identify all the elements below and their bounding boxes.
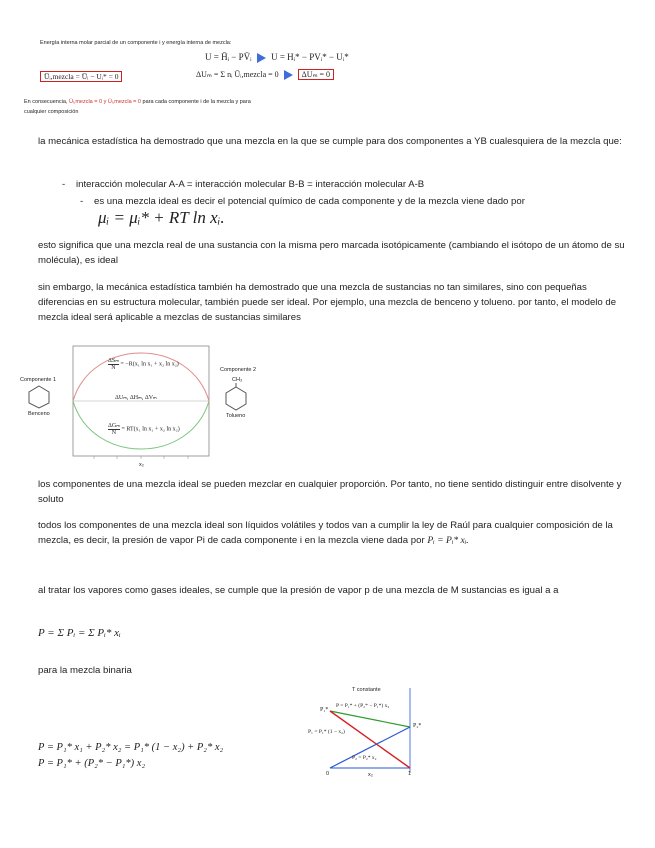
paragraph-4: los componentes de una mezcla ideal se pueden mezclar en cualquier proporción. Por tanto, no tiene sentido distinguir entre disolvente y soluto bbox=[38, 479, 622, 505]
bullet-2-text: es una mezcla ideal es decir el potencial químico de cada componente y de la mezcla viene dado por bbox=[94, 196, 525, 207]
header-note-1 bbox=[24, 99, 251, 105]
entropy-formula bbox=[108, 357, 179, 371]
component-1-label: Componente 1 bbox=[20, 377, 57, 383]
right-arrow-icon bbox=[257, 53, 266, 63]
entropy-num: ΔSₘ bbox=[108, 358, 119, 364]
eq1-mid: = H̄ᵢ − PV̄ᵢ bbox=[213, 52, 252, 62]
paragraph-3: sin embargo, la mecánica estadística también ha demostrado que una mezcla de sustancias no tan similares, sino con pequeñas diferencias en su estructura molecular, también puede ser ideal. Por ejemplo, una mezcla de benceno y tolueno. por tanto, el modelo de mezcla ideal será aplicable a mezclas de sustancias similares bbox=[38, 282, 617, 323]
energy-formula: ΔUₘ, ΔHₘ, ΔVₘ bbox=[115, 395, 157, 401]
bullet-1-text: interacción molecular A-A = interacción molecular B-B = interacción molecular A-B bbox=[76, 179, 425, 190]
p1-star-label: P₁* bbox=[320, 707, 329, 713]
raoult-formula: Pᵢ = Pᵢ* xᵢ. bbox=[427, 535, 469, 546]
gibbs-num: ΔGₘ bbox=[108, 423, 120, 429]
total-pressure-label: P = P₁* + (P₂* − P₁*) x₂ bbox=[336, 703, 390, 709]
methyl-label: CH₃ bbox=[232, 377, 243, 383]
note-text-b: para cada componente i de la mezcla y para bbox=[142, 99, 251, 105]
formula-binary-2: P = P₁* + (P₂* − P₁*) x₂ bbox=[38, 758, 146, 769]
eq1 bbox=[205, 52, 349, 63]
figure1-xlabel: x₂ bbox=[139, 462, 144, 468]
paragraph-6: al tratar los vapores como gases ideales, se cumple que la presión de vapor p de una mezcla de M sustancias es igual a a bbox=[38, 585, 559, 596]
gibbs-den: N bbox=[111, 430, 117, 436]
eq1-left: U bbox=[205, 52, 212, 62]
figure-vapor-pressure bbox=[300, 683, 450, 783]
header-note-2: cualquier composición bbox=[24, 109, 79, 115]
bullet-2: - es una mezcla ideal es decir el potencial químico de cada componente y de la mezcla viene dado por bbox=[80, 196, 525, 207]
formula-chemical-potential: μᵢ = μᵢ* + RT ln xᵢ. bbox=[98, 208, 225, 227]
paragraph-5 bbox=[38, 518, 628, 548]
eq1-right: U bbox=[271, 52, 278, 62]
paragraph-7: para la mezcla binaria bbox=[38, 665, 132, 676]
right-arrow-icon bbox=[284, 70, 293, 80]
box-partial-energy: U̅ᵢ,mezcla = U̅ᵢ − Uᵢ* = 0 bbox=[40, 71, 122, 82]
eq1-right-rest: = Hᵢ* − PVᵢ* − Uᵢ* bbox=[279, 52, 349, 62]
box-delta-u: ΔUₘ = 0 bbox=[298, 69, 334, 80]
entropy-rest: = −R(x₁ ln x₁ + x₂ ln x₂) bbox=[120, 361, 179, 368]
figure2-xlabel: x₂ bbox=[368, 772, 373, 778]
paragraph-1: la mecánica estadística ha demostrado que una mezcla en la que se cumple para dos componentes a YB cualesquiera de la mezcla que: bbox=[38, 136, 622, 147]
component-1-name: Benceno bbox=[28, 411, 50, 417]
bullet-1: - interacción molecular A-A = interacción molecular B-B = interacción molecular A-B bbox=[62, 179, 425, 190]
x-end-label: 1 bbox=[408, 771, 412, 777]
x-origin-label: 0 bbox=[326, 771, 330, 777]
entropy-den: N bbox=[111, 365, 116, 371]
toluene-icon bbox=[225, 383, 247, 411]
eq2-text: ΔUₘ = Σ nᵢ Ūᵢ,mezcla = 0 bbox=[196, 70, 279, 79]
p2-label: P₂ = P₂* x₂ bbox=[352, 755, 377, 761]
formula-binary-1: P = P₁* x₁ + P₂* x₂ = P₁* (1 − x₂) + P₂* x₂ bbox=[38, 742, 224, 753]
p1-label: P₁ = P₁* (1 − x₂) bbox=[308, 729, 345, 735]
figure-mixing-functions bbox=[20, 345, 280, 470]
eq2 bbox=[196, 70, 334, 80]
component-2-name: Tolueno bbox=[226, 413, 246, 419]
paragraph-2: esto significa que una mezcla real de una sustancia con la misma pero marcada isotópicamente (cambiando el isótopo de un átomo de su molécula), es ideal bbox=[38, 240, 625, 266]
p2-star-label: P₂* bbox=[413, 723, 422, 729]
paragraph-5-text: todos los componentes de una mezcla ideal son líquidos volátiles y todos van a cumplir la ley de Raúl para cualquier composición de la mezcla, es decir, la presión de vapor Pi de cada componente i en la mezcla viene dada por bbox=[38, 520, 613, 546]
figure2-title: T constante bbox=[352, 687, 381, 693]
formula-total-pressure: P = Σ Pᵢ = Σ Pᵢ* xᵢ bbox=[38, 627, 121, 639]
header-title: Energía interna molar parcial de un componente i y energía interna de mezcla: bbox=[40, 40, 232, 46]
note-text-red: Ūᵢ,mezcla = 0 y Ūᵢ,mezcla = 0 bbox=[68, 99, 141, 105]
gibbs-formula bbox=[108, 422, 180, 436]
component-2-label: Componente 2 bbox=[220, 367, 257, 373]
note-text-a: En consecuencia, bbox=[24, 99, 68, 105]
gibbs-rest: = RT(x₁ ln x₁ + x₂ ln x₂) bbox=[121, 426, 180, 433]
benzene-icon bbox=[28, 385, 50, 409]
